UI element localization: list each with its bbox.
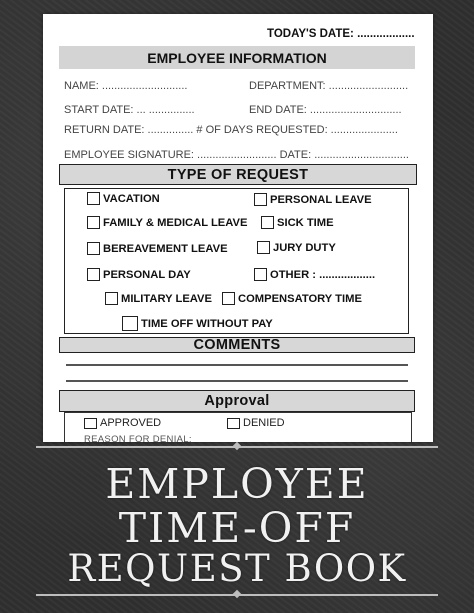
option-time-off-without-pay[interactable] (122, 316, 273, 331)
option-compensatory-time[interactable] (222, 292, 362, 305)
signature-field: EMPLOYEE SIGNATURE: .......................... DATE: ............................... (64, 149, 409, 161)
approved-label: APPROVED (100, 417, 162, 429)
option-personal-day[interactable] (87, 268, 191, 281)
option-label: VACATION (103, 192, 160, 205)
todays-date-field: TODAY'S DATE: .................. (267, 28, 415, 40)
option-label: OTHER : .................. (270, 268, 376, 281)
option-jury-duty[interactable] (257, 241, 336, 254)
option-military-leave[interactable] (105, 292, 212, 305)
return-date-field: RETURN DATE: ............... # OF DAYS REQUESTED: ...................... (64, 124, 398, 136)
denied-option[interactable] (227, 417, 285, 429)
checkbox-icon (254, 193, 267, 206)
option-label: TIME OFF WITHOUT PAY (141, 317, 273, 330)
end-date-field: END DATE: .............................. (249, 104, 402, 116)
option-other[interactable] (254, 268, 375, 281)
option-label: FAMILY & MEDICAL LEAVE (103, 216, 248, 229)
option-label: COMPENSATORY TIME (238, 292, 362, 305)
name-field: NAME: ............................ (64, 80, 188, 92)
denied-label: DENIED (243, 417, 285, 429)
approval-heading: Approval (59, 390, 415, 412)
checkbox-icon (257, 241, 270, 254)
option-label: SICK TIME (277, 216, 334, 229)
department-field: DEPARTMENT: .......................... (249, 80, 409, 92)
option-family-medical-leave[interactable] (87, 216, 247, 229)
comment-line (66, 364, 408, 366)
denial-reason-field: REASON FOR DENIAL: (84, 434, 192, 442)
option-sick-time[interactable] (261, 216, 334, 229)
option-label: PERSONAL DAY (103, 268, 191, 281)
cover-title-line3: REQUEST BOOK (67, 547, 407, 590)
checkbox-icon (87, 268, 100, 281)
comments-heading: COMMENTS (59, 337, 415, 353)
checkbox-icon (84, 418, 97, 429)
checkbox-icon (122, 316, 138, 331)
checkbox-icon (261, 216, 274, 229)
checkbox-icon (105, 292, 118, 305)
cover-title-line2: TIME-OFF (118, 504, 356, 552)
option-label: PERSONAL LEAVE (270, 193, 372, 206)
option-bereavement-leave[interactable] (87, 242, 228, 255)
approved-option[interactable] (84, 417, 161, 429)
checkbox-icon (254, 268, 267, 281)
type-of-request-heading: TYPE OF REQUEST (59, 164, 417, 185)
start-date-field: START DATE: ... ............... (64, 104, 195, 116)
option-label: BEREAVEMENT LEAVE (103, 242, 228, 255)
cover-title-line1: EMPLOYEE (105, 460, 369, 508)
form-page (43, 14, 433, 442)
request-options-box (64, 188, 409, 334)
checkbox-icon (87, 216, 100, 229)
option-vacation[interactable] (87, 192, 160, 205)
employee-info-heading: EMPLOYEE INFORMATION (59, 46, 415, 69)
checkbox-icon (87, 192, 100, 205)
checkbox-icon (87, 242, 100, 255)
option-personal-leave[interactable] (254, 193, 372, 206)
checkbox-icon (222, 292, 235, 305)
option-label: JURY DUTY (273, 241, 336, 254)
comment-line (66, 380, 408, 382)
checkbox-icon (227, 418, 240, 429)
option-label: MILITARY LEAVE (121, 292, 212, 305)
